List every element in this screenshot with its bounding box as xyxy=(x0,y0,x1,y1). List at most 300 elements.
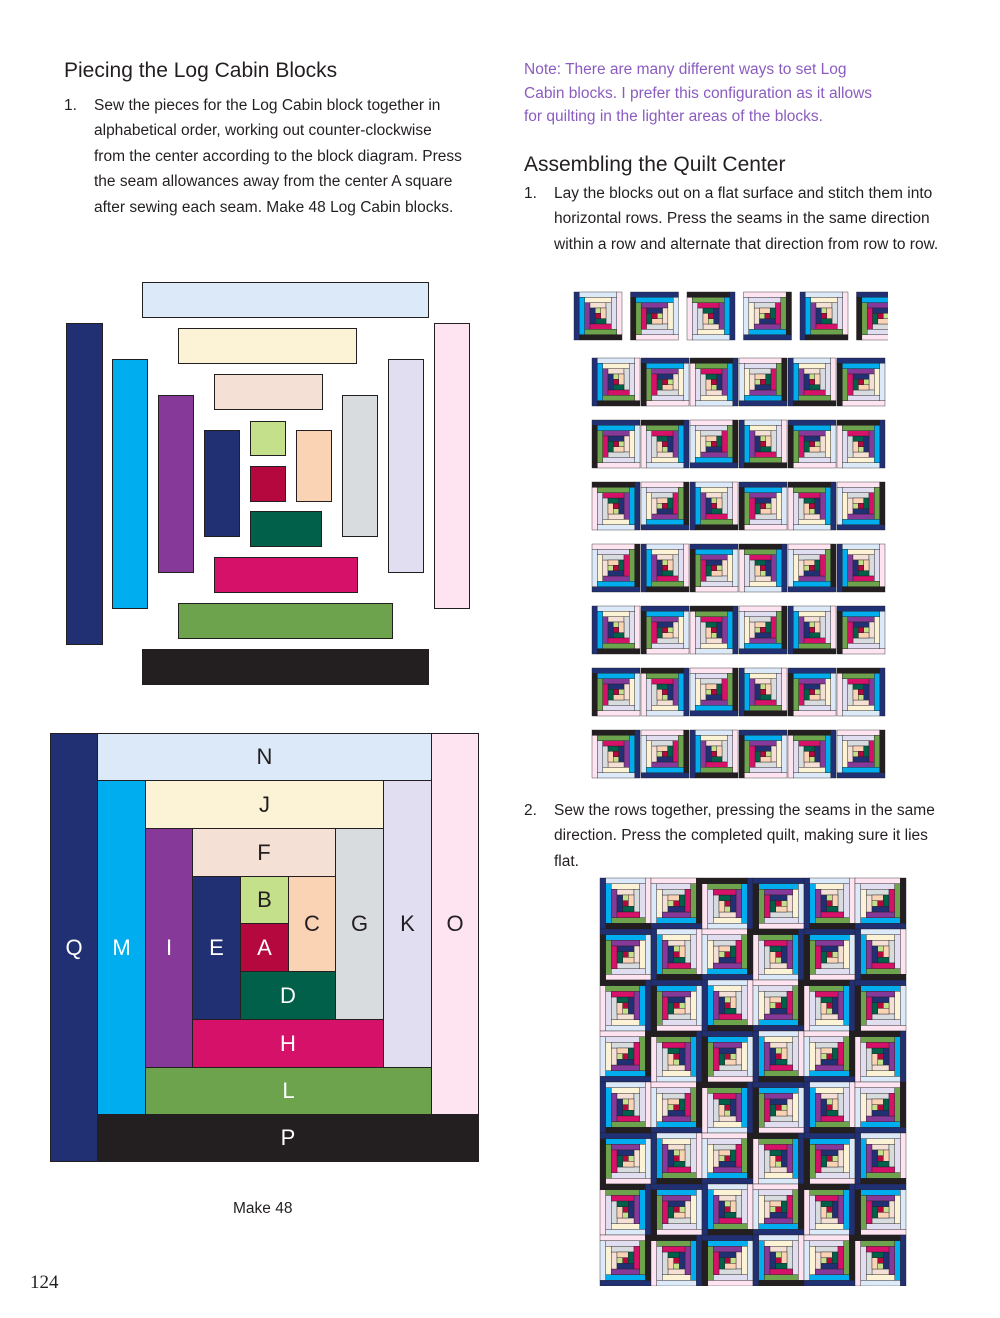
log-cabin-piece xyxy=(759,1190,793,1196)
log-cabin-piece xyxy=(872,1201,889,1207)
log-cabin-piece xyxy=(717,565,722,570)
log-cabin-piece xyxy=(651,1088,657,1128)
log-cabin-piece xyxy=(706,638,722,643)
log-cabin-piece xyxy=(713,1042,741,1048)
log-cabin-piece xyxy=(838,991,844,1019)
log-cabin-piece xyxy=(799,431,826,436)
log-cabin-piece xyxy=(640,1241,646,1275)
log-cabin-piece xyxy=(708,935,742,941)
log-cabin-piece xyxy=(855,1133,861,1184)
log-cabin-piece xyxy=(866,1093,889,1099)
log-cabin-piece xyxy=(810,1178,855,1184)
step-text: Sew the pieces for the Log Cabin block together in alphabetical order, working out counter-clockwise from the center according to the block diagram. Press the seam allowances away from the center A square after sewing each seam. Make 48 Log Cabin blocks. xyxy=(94,97,462,216)
log-cabin-piece xyxy=(747,1082,753,1133)
log-cabin-piece xyxy=(842,741,847,768)
log-cabin-piece xyxy=(764,1246,770,1274)
log-cabin-piece xyxy=(837,482,880,487)
log-cabin-piece xyxy=(827,906,838,912)
log-cabin-piece xyxy=(744,587,781,592)
log-cabin-piece xyxy=(753,1184,798,1190)
log-cabin-piece xyxy=(832,1252,838,1263)
log-cabin-piece xyxy=(646,649,689,654)
log-cabin-piece xyxy=(662,1275,690,1281)
log-cabin-piece xyxy=(702,1082,747,1088)
piece-k xyxy=(388,359,424,573)
log-cabin-piece xyxy=(733,668,738,711)
log-cabin-piece xyxy=(608,374,613,390)
log-cabin-piece xyxy=(827,1156,833,1162)
log-cabin-piece xyxy=(844,884,850,918)
log-cabin-piece xyxy=(821,319,832,324)
log-cabin-piece xyxy=(673,374,678,390)
log-cabin-piece xyxy=(636,303,641,335)
log-cabin-block xyxy=(641,420,689,468)
log-cabin-piece xyxy=(701,487,728,492)
log-cabin-piece xyxy=(770,1105,776,1116)
log-cabin-piece xyxy=(611,889,617,917)
log-cabin-piece xyxy=(878,1003,884,1009)
log-cabin-piece xyxy=(744,363,776,368)
log-cabin-piece xyxy=(873,324,889,329)
log-cabin-piece xyxy=(617,1252,628,1258)
log-cabin-piece xyxy=(657,560,662,576)
log-cabin-piece xyxy=(787,940,793,968)
log-cabin-piece xyxy=(657,1246,663,1280)
log-cabin-piece xyxy=(895,1139,901,1173)
log-cabin-piece xyxy=(744,525,787,530)
completed-quilt-illustration xyxy=(598,876,908,1286)
log-cabin-piece xyxy=(711,441,716,446)
log-cabin-piece xyxy=(750,767,782,772)
log-cabin-piece xyxy=(701,560,706,581)
log-cabin-piece xyxy=(668,1252,679,1258)
log-cabin-piece xyxy=(821,1099,827,1116)
log-cabin-piece xyxy=(695,425,727,430)
log-cabin-piece xyxy=(690,549,695,592)
log-cabin-piece xyxy=(793,401,836,406)
log-cabin-piece xyxy=(864,627,869,632)
log-cabin-piece xyxy=(657,689,662,700)
log-cabin-piece xyxy=(872,946,878,963)
log-cabin-piece xyxy=(744,395,781,400)
log-cabin-piece xyxy=(853,627,858,638)
log-cabin-piece xyxy=(713,1020,747,1026)
log-cabin-piece xyxy=(815,969,849,975)
log-cabin-piece xyxy=(662,695,667,700)
log-cabin-piece xyxy=(673,555,678,576)
log-cabin-piece xyxy=(825,549,830,581)
log-cabin-piece xyxy=(600,1133,651,1139)
log-cabin-piece xyxy=(652,617,679,622)
log-cabin-piece xyxy=(744,369,749,396)
log-cabin-piece xyxy=(695,482,732,487)
log-cabin-piece xyxy=(657,379,662,390)
log-cabin-block xyxy=(788,668,836,716)
log-cabin-piece xyxy=(874,617,879,644)
log-cabin-piece xyxy=(744,549,776,554)
log-cabin-piece xyxy=(872,1150,878,1167)
log-cabin-piece xyxy=(883,1003,889,1009)
piece-b xyxy=(250,421,286,456)
log-cabin-piece xyxy=(702,1241,708,1286)
log-cabin-piece xyxy=(600,935,606,980)
log-cabin-piece xyxy=(698,303,719,308)
log-cabin-piece xyxy=(725,901,731,907)
log-cabin-piece xyxy=(788,420,836,425)
log-cabin-piece xyxy=(857,292,889,297)
log-cabin-piece xyxy=(708,1042,714,1076)
log-cabin-piece xyxy=(849,1031,855,1076)
log-cabin-piece xyxy=(739,420,744,468)
log-cabin-piece xyxy=(636,335,679,340)
log-cabin-piece xyxy=(781,901,787,907)
log-cabin-piece xyxy=(623,1161,634,1167)
piece-g xyxy=(342,395,378,537)
piece-h xyxy=(214,557,358,593)
log-cabin-piece xyxy=(611,1020,639,1026)
log-cabin-piece xyxy=(597,741,602,773)
piece-m-label xyxy=(97,780,146,1115)
log-cabin-piece xyxy=(861,986,901,992)
log-cabin-piece xyxy=(895,1195,901,1223)
log-cabin-piece xyxy=(866,1252,872,1275)
log-cabin-piece xyxy=(770,1156,776,1167)
log-cabin-piece xyxy=(579,297,584,334)
step-number: 2. xyxy=(524,802,537,819)
log-cabin-piece xyxy=(810,884,816,924)
log-cabin-piece xyxy=(883,1252,889,1269)
log-cabin-piece xyxy=(866,1071,894,1077)
log-cabin-piece xyxy=(747,1241,753,1281)
log-cabin-piece xyxy=(842,549,847,586)
log-cabin-piece xyxy=(640,1144,646,1172)
log-cabin-piece xyxy=(889,940,895,963)
log-cabin-piece xyxy=(793,735,825,740)
log-cabin-block xyxy=(600,1235,651,1286)
log-cabin-piece xyxy=(606,303,611,324)
log-cabin-piece xyxy=(722,679,727,700)
log-cabin-piece xyxy=(759,1280,804,1286)
log-cabin-piece xyxy=(662,1042,685,1048)
log-cabin-piece xyxy=(592,668,640,673)
log-cabin-piece xyxy=(804,1184,849,1190)
log-cabin-piece xyxy=(603,369,608,396)
log-cabin-piece xyxy=(701,735,728,740)
log-cabin-piece xyxy=(810,1275,850,1281)
log-cabin-piece xyxy=(698,329,725,334)
piece-letter: O xyxy=(446,911,464,936)
log-cabin-piece xyxy=(690,463,738,468)
log-cabin-piece xyxy=(592,544,635,549)
log-cabin-piece xyxy=(764,1042,770,1070)
log-cabin-piece xyxy=(611,1201,617,1224)
log-cabin-piece xyxy=(611,1252,617,1269)
log-cabin-piece xyxy=(651,986,657,1031)
log-cabin-piece xyxy=(711,565,716,570)
log-cabin-piece xyxy=(730,1201,736,1212)
log-cabin-piece xyxy=(764,969,792,975)
log-cabin-block xyxy=(753,1184,804,1235)
log-cabin-piece xyxy=(750,369,771,374)
log-cabin-piece xyxy=(804,986,810,1031)
log-cabin-piece xyxy=(646,587,689,592)
log-cabin-block xyxy=(641,482,689,530)
log-cabin-piece xyxy=(866,1048,872,1071)
log-cabin-piece xyxy=(804,1031,849,1037)
log-cabin-piece xyxy=(810,1246,816,1274)
log-cabin-piece xyxy=(831,482,836,530)
log-cabin-piece xyxy=(739,611,744,648)
log-cabin-piece xyxy=(713,1275,747,1281)
log-cabin-piece xyxy=(619,441,624,446)
log-cabin-piece xyxy=(755,627,760,632)
log-cabin-piece xyxy=(878,1059,884,1065)
log-cabin-piece xyxy=(804,684,820,689)
log-cabin-piece xyxy=(646,767,683,772)
log-cabin-piece xyxy=(708,986,714,1026)
log-cabin-piece xyxy=(799,369,804,396)
log-cabin-piece xyxy=(668,1065,685,1071)
log-cabin-piece xyxy=(628,895,634,906)
log-cabin-piece xyxy=(657,684,668,689)
log-cabin-piece xyxy=(608,514,624,519)
log-cabin-piece xyxy=(853,684,864,689)
log-cabin-piece xyxy=(869,374,874,390)
log-cabin-piece xyxy=(652,622,657,643)
log-cabin-piece xyxy=(872,1110,889,1116)
piece-n xyxy=(142,282,429,318)
log-cabin-piece xyxy=(760,571,765,576)
piece-j-label xyxy=(145,780,384,829)
log-cabin-piece xyxy=(793,711,836,716)
log-cabin-piece xyxy=(874,549,879,581)
log-cabin-piece xyxy=(788,549,793,586)
log-cabin-piece xyxy=(713,991,719,1019)
log-cabin-piece xyxy=(719,946,730,952)
log-cabin-piece xyxy=(685,997,691,1014)
log-cabin-piece xyxy=(815,1224,843,1230)
log-cabin-piece xyxy=(706,493,722,498)
log-cabin-piece xyxy=(842,673,874,678)
log-cabin-piece xyxy=(662,441,667,446)
log-cabin-piece xyxy=(781,1048,787,1059)
log-cabin-piece xyxy=(848,493,869,498)
log-cabin-block xyxy=(600,980,651,1031)
log-cabin-piece xyxy=(684,544,689,587)
log-cabin-piece xyxy=(652,319,663,324)
log-cabin-block xyxy=(739,420,787,468)
log-cabin-piece xyxy=(821,1167,844,1173)
log-cabin-block xyxy=(788,606,836,654)
log-cabin-piece xyxy=(706,684,717,689)
log-cabin-piece xyxy=(635,606,640,649)
log-cabin-piece xyxy=(810,986,844,992)
log-cabin-piece xyxy=(722,431,727,452)
log-cabin-piece xyxy=(695,649,732,654)
log-cabin-piece xyxy=(878,1207,884,1213)
log-cabin-piece xyxy=(652,369,679,374)
log-cabin-piece xyxy=(674,1207,680,1213)
log-cabin-piece xyxy=(827,901,833,907)
log-cabin-piece xyxy=(652,374,657,395)
log-cabin-piece xyxy=(695,549,732,554)
log-cabin-piece xyxy=(771,431,776,452)
log-cabin-piece xyxy=(749,329,786,334)
log-cabin-piece xyxy=(597,358,634,363)
log-cabin-piece xyxy=(815,441,820,446)
log-cabin-piece xyxy=(815,991,838,997)
log-cabin-piece xyxy=(708,980,748,986)
log-cabin-piece xyxy=(861,1025,906,1031)
log-cabin-block xyxy=(788,420,836,468)
log-cabin-piece xyxy=(799,679,826,684)
log-cabin-piece xyxy=(657,1280,697,1286)
log-cabin-piece xyxy=(652,395,684,400)
log-cabin-piece xyxy=(776,1161,782,1167)
log-cabin-piece xyxy=(695,457,732,462)
log-cabin-piece xyxy=(861,935,867,975)
log-cabin-piece xyxy=(701,519,733,524)
log-cabin-piece xyxy=(842,617,847,649)
log-cabin-piece xyxy=(755,379,760,384)
log-cabin-piece xyxy=(825,611,830,643)
log-cabin-piece xyxy=(708,313,713,318)
log-cabin-piece xyxy=(810,1229,850,1235)
log-cabin-piece xyxy=(641,420,684,425)
log-cabin-piece xyxy=(810,1190,844,1196)
log-cabin-piece xyxy=(662,1048,668,1071)
log-cabin-piece xyxy=(755,498,771,503)
page-number: 124 xyxy=(30,1272,59,1293)
log-cabin-piece xyxy=(804,878,810,929)
log-cabin-piece xyxy=(641,487,646,524)
log-cabin-piece xyxy=(708,1280,753,1286)
piece-i xyxy=(158,395,194,573)
log-cabin-block xyxy=(837,358,885,406)
log-cabin-piece xyxy=(717,684,722,695)
log-cabin-piece xyxy=(805,292,842,297)
log-cabin-piece xyxy=(657,1088,691,1094)
log-cabin-piece xyxy=(692,303,697,335)
log-cabin-piece xyxy=(711,385,716,390)
log-cabin-piece xyxy=(759,1139,793,1145)
log-cabin-piece xyxy=(804,622,809,638)
log-cabin-piece xyxy=(662,1252,668,1275)
log-cabin-piece xyxy=(776,1156,782,1162)
piece-f xyxy=(214,374,323,410)
log-cabin-piece xyxy=(759,1241,765,1281)
log-cabin-piece xyxy=(725,1008,736,1014)
log-cabin-piece xyxy=(695,555,700,587)
log-cabin-piece xyxy=(759,991,765,1019)
log-cabin-piece xyxy=(623,1110,634,1116)
log-cabin-piece xyxy=(603,576,630,581)
log-cabin-piece xyxy=(708,1246,714,1280)
log-cabin-piece xyxy=(837,773,885,778)
log-cabin-piece xyxy=(629,735,634,772)
log-cabin-piece xyxy=(603,679,630,684)
log-cabin-piece xyxy=(701,679,722,684)
log-cabin-piece xyxy=(613,441,618,446)
log-cabin-piece xyxy=(764,1218,792,1224)
log-cabin-piece xyxy=(641,425,646,468)
log-cabin-piece xyxy=(750,622,755,638)
log-cabin-piece xyxy=(684,363,689,400)
log-cabin-piece xyxy=(889,1201,895,1218)
log-cabin-piece xyxy=(684,730,689,773)
log-cabin-piece xyxy=(634,1150,640,1167)
log-cabin-piece xyxy=(685,1201,691,1218)
log-cabin-piece xyxy=(842,649,885,654)
log-cabin-piece xyxy=(651,923,702,929)
log-cabin-piece xyxy=(617,1003,623,1014)
log-cabin-piece xyxy=(600,1190,606,1235)
log-cabin-piece xyxy=(804,1241,810,1281)
log-cabin-piece xyxy=(657,1229,702,1235)
log-cabin-piece xyxy=(646,741,651,768)
log-cabin-piece xyxy=(755,374,766,379)
log-cabin-piece xyxy=(611,946,617,969)
log-cabin-piece xyxy=(799,643,831,648)
log-cabin-block xyxy=(837,606,885,654)
log-cabin-piece xyxy=(883,1207,889,1213)
log-cabin-piece xyxy=(597,679,602,711)
log-cabin-piece xyxy=(771,617,776,638)
log-cabin-piece xyxy=(869,741,874,762)
log-cabin-piece xyxy=(635,673,640,710)
log-cabin-piece xyxy=(764,997,770,1014)
log-cabin-piece xyxy=(788,358,793,406)
log-cabin-piece xyxy=(770,997,781,1003)
log-cabin-piece xyxy=(742,935,748,969)
log-cabin-piece xyxy=(895,1088,901,1122)
log-cabin-piece xyxy=(787,1246,793,1269)
log-cabin-piece xyxy=(838,1195,844,1223)
log-cabin-piece xyxy=(760,509,771,514)
log-cabin-piece xyxy=(668,1207,674,1218)
log-cabin-piece xyxy=(657,503,662,508)
log-cabin-block xyxy=(753,1082,804,1133)
log-cabin-piece xyxy=(713,1195,719,1223)
log-cabin-piece xyxy=(827,1258,833,1264)
log-cabin-piece xyxy=(613,622,618,627)
log-cabin-piece xyxy=(695,587,738,592)
log-cabin-piece xyxy=(755,503,760,514)
log-cabin-piece xyxy=(730,946,736,957)
log-cabin-piece xyxy=(815,374,820,385)
piece-h-label xyxy=(192,1019,384,1068)
log-cabin-piece xyxy=(695,679,700,706)
log-cabin-piece xyxy=(799,705,831,710)
log-cabin-piece xyxy=(799,611,826,616)
log-cabin-piece xyxy=(793,463,836,468)
log-cabin-piece xyxy=(695,487,700,524)
log-cabin-piece xyxy=(821,1252,832,1258)
log-cabin-piece xyxy=(608,452,629,457)
log-cabin-piece xyxy=(759,1127,804,1133)
log-cabin-piece xyxy=(781,1201,787,1212)
log-cabin-piece xyxy=(736,1093,742,1121)
log-cabin-piece xyxy=(764,1014,792,1020)
log-cabin-piece xyxy=(611,940,639,946)
log-cabin-piece xyxy=(815,997,821,1020)
log-cabin-piece xyxy=(668,1201,685,1207)
log-cabin-piece xyxy=(878,1105,884,1111)
log-cabin-piece xyxy=(750,617,771,622)
log-cabin-piece xyxy=(613,385,624,390)
log-cabin-piece xyxy=(776,363,781,395)
log-cabin-piece xyxy=(755,576,771,581)
